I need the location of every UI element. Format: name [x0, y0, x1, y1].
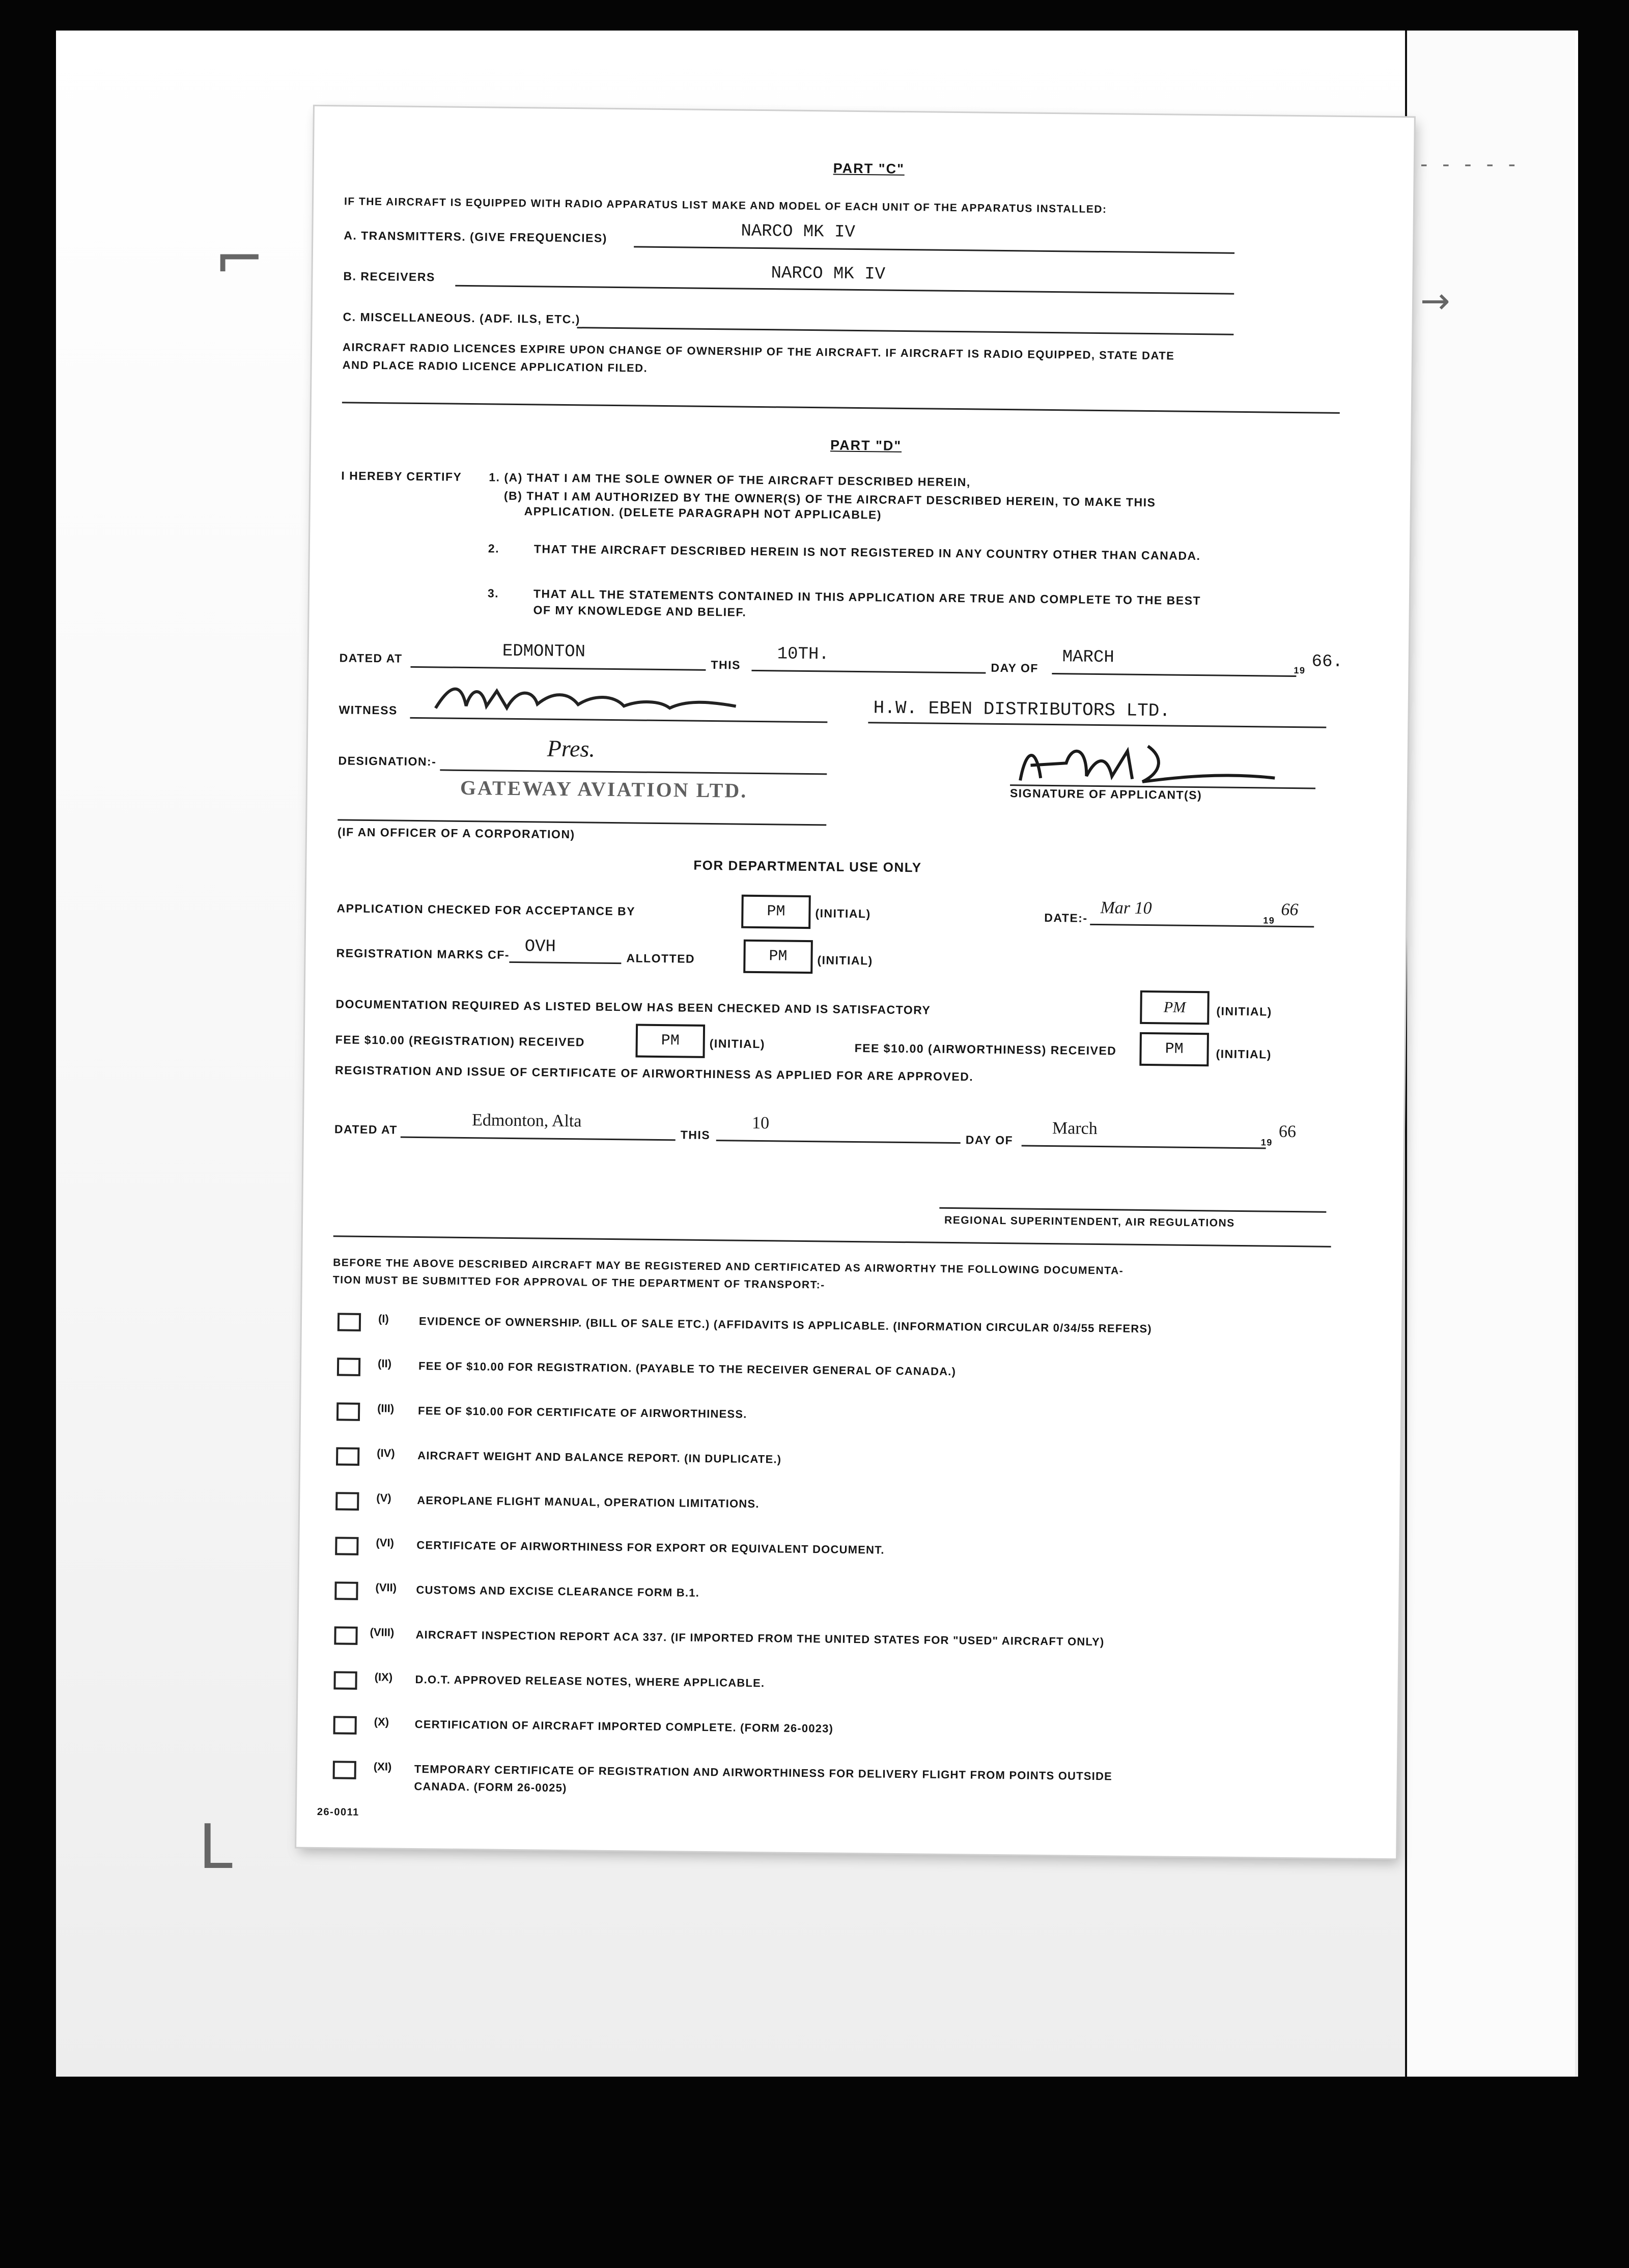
requirement-text-8: AIRCRAFT INSPECTION REPORT ACA 337. (IF IMPORTED FROM THE UNITED STATES FOR "USED" AIRCRAFT ONLY) — [415, 1628, 1105, 1649]
allotted-initial-box: PM — [743, 940, 813, 974]
doc-initial-label: (INITIAL) — [1216, 1004, 1272, 1018]
applicant-name: H.W. EBEN DISTRIBUTORS LTD. — [873, 697, 1171, 722]
fee-reg-initial-label: (INITIAL) — [709, 1037, 766, 1051]
requirements-intro-2: TION MUST BE SUBMITTED FOR APPROVAL OF THE DEPARTMENT OF TRANSPORT:- — [332, 1274, 825, 1291]
dept-day-of-label: DAY OF — [965, 1133, 1014, 1147]
dept-year-value: 66 — [1278, 1122, 1297, 1142]
requirement-number-1: (I) — [378, 1312, 389, 1325]
requirement-checkbox-7[interactable] — [334, 1581, 358, 1600]
reg-marks-value: OVH — [524, 937, 556, 957]
certify-item-2: THAT THE AIRCRAFT DESCRIBED HEREIN IS NOT REGISTERED IN ANY COUNTRY OTHER THAN CANADA. — [533, 542, 1201, 563]
fee-reg-label: FEE $10.00 (REGISTRATION) RECEIVED — [335, 1033, 585, 1049]
date-year-prefix: 19 — [1263, 915, 1275, 926]
section-divider — [333, 1235, 1331, 1248]
requirement-checkbox-1[interactable] — [338, 1313, 361, 1331]
corner-mark-bottom: L — [199, 1812, 233, 1883]
requirement-number-7: (VII) — [375, 1581, 397, 1594]
reg-marks-line — [509, 961, 621, 964]
misc-label: C. MISCELLANEOUS. (ADF. ILS, ETC.) — [343, 310, 581, 326]
certify-label: I HEREBY CERTIFY — [341, 469, 462, 484]
requirement-checkbox-4[interactable] — [336, 1447, 359, 1465]
doc-required-label: DOCUMENTATION REQUIRED AS LISTED BELOW HAS BEEN CHECKED AND IS SATISFACTORY — [335, 997, 931, 1017]
designation-value: Pres. — [547, 735, 596, 762]
superintendent-line — [939, 1207, 1326, 1213]
requirement-text-4: AIRCRAFT WEIGHT AND BALANCE REPORT. (IN DUPLICATE.) — [417, 1449, 782, 1466]
certify-item-3-line1: THAT ALL THE STATEMENTS CONTAINED IN THIS APPLICATION ARE TRUE AND COMPLETE TO THE BEST — [533, 587, 1201, 608]
year-prefix: 19 — [1294, 665, 1306, 676]
this-line — [751, 670, 986, 674]
date-line — [1090, 924, 1314, 928]
dept-day-of-line — [1022, 1145, 1266, 1149]
licence-line — [342, 402, 1340, 414]
superintendent-label: REGIONAL SUPERINTENDENT, AIR REGULATIONS — [944, 1214, 1235, 1229]
designation-line — [440, 769, 827, 775]
date-year: 66 — [1281, 900, 1299, 920]
witness-signature — [430, 677, 746, 721]
requirement-checkbox-8[interactable] — [334, 1626, 357, 1645]
requirement-text-5: AEROPLANE FLIGHT MANUAL, OPERATION LIMITATIONS. — [417, 1494, 760, 1511]
requirement-checkbox-10[interactable] — [333, 1716, 356, 1734]
date-label: DATE:- — [1044, 911, 1088, 925]
misc-line — [577, 327, 1233, 335]
licence-note-1: AIRCRAFT RADIO LICENCES EXPIRE UPON CHANGE OF OWNERSHIP OF THE AIRCRAFT. IF AIRCRAFT IS RADIO EQUIPPED, STATE DATE — [342, 341, 1175, 362]
form-number: 26-0011 — [317, 1806, 359, 1818]
requirement-number-3: (III) — [377, 1402, 395, 1415]
requirement-checkbox-6[interactable] — [335, 1537, 358, 1555]
requirement-text-6: CERTIFICATE OF AIRWORTHINESS FOR EXPORT OR EQUIVALENT DOCUMENT. — [416, 1539, 885, 1556]
requirement-text-7: CUSTOMS AND EXCISE CLEARANCE FORM B.1. — [416, 1583, 700, 1599]
requirement-checkbox-2[interactable] — [337, 1357, 360, 1376]
requirement-number-5: (V) — [376, 1491, 391, 1505]
dept-dated-at-line — [401, 1137, 676, 1141]
applicant-line — [868, 722, 1326, 728]
corner-mark-top: ⌐ — [214, 224, 265, 295]
requirement-number-4: (IV) — [377, 1447, 395, 1460]
day-of-label: DAY OF — [991, 661, 1038, 675]
dept-year-prefix: 19 — [1260, 1137, 1273, 1148]
fee-reg-initial-box: PM — [635, 1024, 705, 1058]
year-value: 66. — [1311, 652, 1343, 672]
requirement-text-11: TEMPORARY CERTIFICATE OF REGISTRATION AND AIRWORTHINESS FOR DELIVERY FLIGHT FROM POINTS OUTSIDE — [414, 1763, 1113, 1783]
certify-item-1b-line1: (B) THAT I AM AUTHORIZED BY THE OWNER(S) OF THE AIRCRAFT DESCRIBED HEREIN, TO MAKE THIS — [503, 489, 1156, 509]
day-of-line — [1052, 673, 1296, 677]
requirement-number-10: (X) — [374, 1715, 389, 1728]
this-label: THIS — [711, 658, 741, 672]
requirement-text-11-cont: CANADA. (FORM 26-0025) — [414, 1780, 567, 1795]
company-stamp: GATEWAY AVIATION LTD. — [460, 776, 748, 802]
requirement-number-11: (XI) — [373, 1760, 392, 1773]
certify-item-1a: 1. (A) THAT I AM THE SOLE OWNER OF THE AIRCRAFT DESCRIBED HEREIN, — [489, 470, 971, 489]
transmitters-label: A. TRANSMITTERS. (GIVE FREQUENCIES) — [344, 229, 608, 245]
part-c-instruction: IF THE AIRCRAFT IS EQUIPPED WITH RADIO APPARATUS LIST MAKE AND MODEL OF EACH UNIT OF THE APPARATUS INSTALLED: — [344, 195, 1107, 216]
requirement-number-2: (II) — [377, 1357, 392, 1370]
dept-this-label: THIS — [680, 1128, 711, 1142]
dept-this-value: 10 — [751, 1113, 770, 1133]
departmental-title: FOR DEPARTMENTAL USE ONLY — [693, 857, 922, 875]
receivers-line — [455, 285, 1234, 295]
requirement-text-3: FEE OF $10.00 FOR CERTIFICATE OF AIRWORTHINESS. — [418, 1404, 747, 1421]
fee-air-initial-box: PM — [1139, 1032, 1209, 1066]
requirement-checkbox-3[interactable] — [336, 1402, 360, 1421]
checked-initial-box: PM — [741, 895, 811, 929]
part-d-title: PART "D" — [830, 437, 902, 453]
checked-initial-label: (INITIAL) — [815, 906, 871, 921]
dated-at-line — [410, 666, 706, 671]
receivers-value: NARCO MK IV — [771, 264, 886, 285]
requirement-number-6: (VI) — [376, 1536, 395, 1549]
application-form-page — [296, 106, 1414, 1858]
requirement-checkbox-11[interactable] — [333, 1761, 356, 1779]
certify-item-3-line2: OF MY KNOWLEDGE AND BELIEF. — [533, 603, 747, 619]
requirement-text-2: FEE OF $10.00 FOR REGISTRATION. (PAYABLE TO THE RECEIVER GENERAL OF CANADA.) — [418, 1359, 957, 1378]
officer-line — [338, 819, 826, 826]
dept-dated-at-value: Edmonton, Alta — [471, 1111, 582, 1131]
transmitters-line — [634, 246, 1234, 253]
requirement-text-1: EVIDENCE OF OWNERSHIP. (BILL OF SALE ETC.) (AFFIDAVITS IS APPLICABLE. (INFORMATION CIRCULAR 0/34/55 REFERS) — [418, 1315, 1152, 1336]
day-of-value: MARCH — [1062, 647, 1114, 668]
checked-label: APPLICATION CHECKED FOR ACCEPTANCE BY — [336, 901, 636, 918]
fee-air-initial-label: (INITIAL) — [1216, 1047, 1272, 1061]
scan-right-strip — [1405, 31, 1575, 2077]
certify-item-2-num: 2. — [488, 542, 500, 555]
witness-label: WITNESS — [339, 703, 398, 717]
receivers-label: B. RECEIVERS — [343, 269, 435, 284]
requirement-checkbox-9[interactable] — [333, 1671, 357, 1689]
dated-at-label: DATED AT — [339, 651, 403, 665]
date-value: Mar 10 — [1100, 898, 1152, 918]
allotted-initial-label: (INITIAL) — [817, 953, 873, 968]
dated-at-value: EDMONTON — [502, 641, 586, 662]
arrow-mark: → — [1420, 280, 1450, 322]
dept-day-of-value: March — [1052, 1119, 1098, 1138]
transmitters-value: NARCO MK IV — [741, 221, 856, 242]
requirement-number-9: (IX) — [374, 1670, 393, 1684]
doc-initial-box: PM — [1140, 990, 1210, 1025]
certify-item-1b-line2: APPLICATION. (DELETE PARAGRAPH NOT APPLICABLE) — [524, 504, 882, 522]
signature-label: SIGNATURE OF APPLICANT(S) — [1009, 786, 1202, 802]
requirements-intro-1: BEFORE THE ABOVE DESCRIBED AIRCRAFT MAY BE REGISTERED AND CERTIFICATED AS AIRWORTHY THE FOLLOWING DOCUMENTA- — [333, 1257, 1124, 1277]
reg-marks-label: REGISTRATION MARKS CF- — [336, 946, 510, 961]
allotted-label: ALLOTTED — [626, 951, 695, 966]
dept-dated-at-label: DATED AT — [334, 1122, 398, 1137]
licence-note-2: AND PLACE RADIO LICENCE APPLICATION FILED. — [342, 358, 648, 375]
dash-mark: - - - - - — [1420, 153, 1520, 176]
fee-air-label: FEE $10.00 (AIRWORTHINESS) RECEIVED — [854, 1041, 1117, 1058]
requirement-text-9: D.O.T. APPROVED RELEASE NOTES, WHERE APPLICABLE. — [415, 1673, 765, 1690]
requirement-text-10: CERTIFICATION OF AIRCRAFT IMPORTED COMPLETE. (FORM 26-0023) — [414, 1718, 834, 1735]
this-value: 10TH. — [777, 644, 829, 665]
designation-label: DESIGNATION:- — [338, 754, 437, 769]
approval-text: REGISTRATION AND ISSUE OF CERTIFICATE OF AIRWORTHINESS AS APPLIED FOR ARE APPROVED. — [335, 1063, 974, 1084]
officer-note: (IF AN OFFICER OF A CORPORATION) — [337, 825, 575, 841]
part-c-title: PART "C" — [833, 160, 905, 177]
certify-item-3-num: 3. — [487, 586, 499, 600]
dept-this-line — [716, 1140, 961, 1144]
requirement-number-8: (VIII) — [370, 1626, 395, 1639]
requirement-checkbox-5[interactable] — [335, 1492, 359, 1510]
